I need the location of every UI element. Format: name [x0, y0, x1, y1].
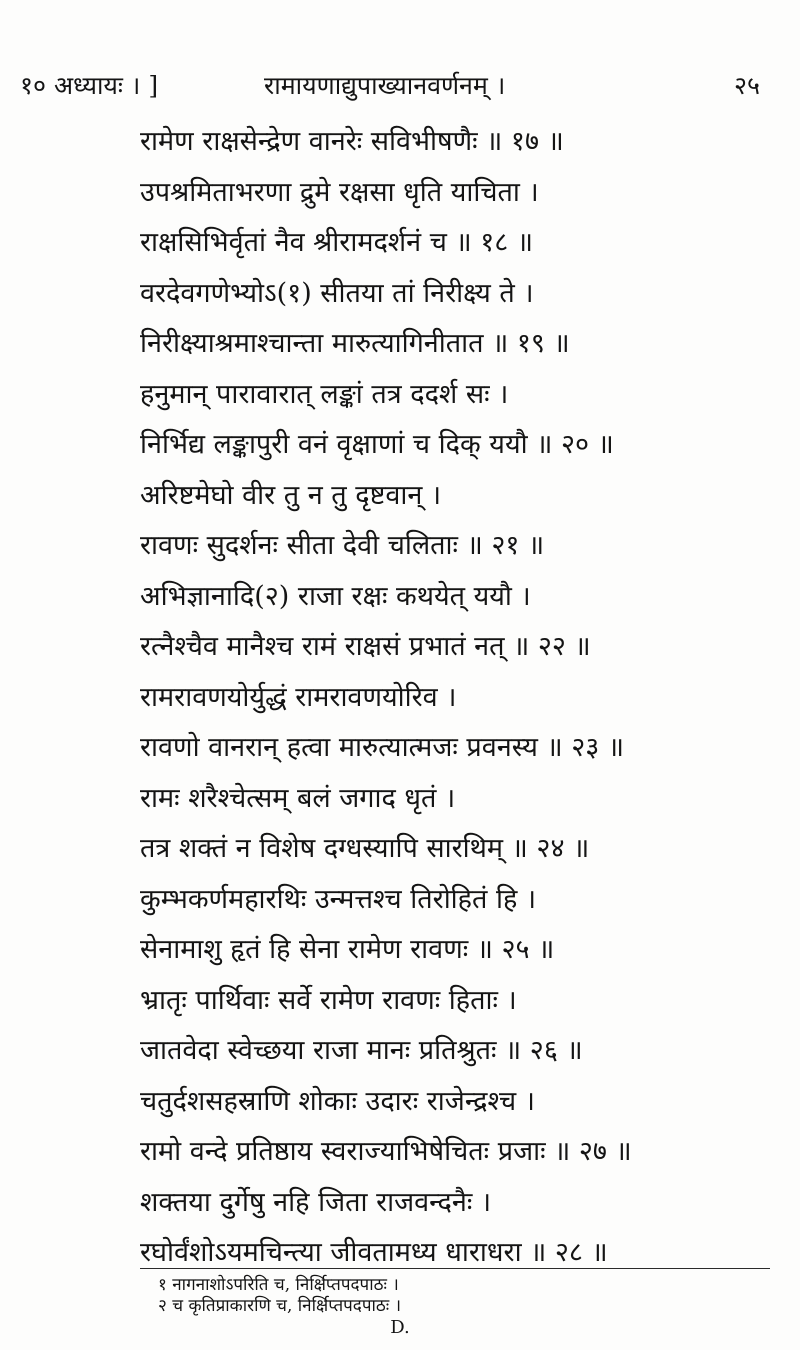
verse-line: शक्तया दुर्गेषु नहि जिता राजवन्दनैः । [140, 1186, 492, 1218]
verse-line: रघोर्वंशोऽयमचिन्त्या जीवतामध्य धाराधरा ॥ २८ ॥ [140, 1237, 608, 1268]
verse-line: निर्भिद्य लङ्कापुरी वनं वृक्षाणां च दिक् ययौ ॥ २० ॥ [140, 429, 614, 460]
verse-body [140, 117, 770, 1279]
footnote-1: १ नागनाशोऽपरिति च, निर्क्षिप्तपदपाठः । [158, 1275, 399, 1295]
verse-line: हनुमान् पारावारात् लङ्कां तत्र ददर्श सः । [140, 378, 509, 410]
footnotes [158, 1275, 758, 1317]
verse-line: वरदेवगणेभ्योऽ(१) सीतया तां निरीक्ष्य ते । [140, 277, 534, 309]
verse-line: कुम्भकर्णमहारथिः उन्मत्तश्च तिरोहितं हि । [140, 883, 537, 915]
running-header [20, 66, 760, 106]
verse-line: राक्षसिभिर्वृतां नैव श्रीरामदर्शनं च ॥ १८ ॥ [140, 227, 534, 258]
verse-line: रावणः सुदर्शनः सीता देवी चलिताः ॥ २१ ॥ [140, 530, 545, 561]
footnote-divider [140, 1268, 770, 1269]
chapter-label: १० अध्यायः । ] [20, 71, 159, 100]
page-number: २५ [733, 71, 760, 100]
verse-line: अरिष्टमेघो वीर तु न तु दृष्टवान् । [140, 479, 442, 511]
verse-line: रत्नैश्चैव मानैश्च रामं राक्षसं प्रभातं नत् ॥ २२ ॥ [140, 631, 591, 662]
verse-line: निरीक्ष्याश्रमाश्चान्ता मारुत्यागिनीतात ॥ १९ ॥ [140, 328, 570, 359]
verse-line: रामः शरैश्चेत्सम् बलं जगाद धृतं । [140, 782, 456, 814]
verse-line: चतुर्दशसहस्राणि शोकाः उदारः राजेन्द्रश्च । [140, 1085, 535, 1117]
verse-line: रामरावणयोर्युद्धं रामरावणयोरिव । [140, 681, 457, 713]
footnote-2: २ च कृतिप्राकारणि च, निर्क्षिप्तपदपाठः । [158, 1296, 402, 1316]
verse-line: अभिज्ञानादि(२) राजा रक्षः कथयेत् ययौ । [140, 580, 531, 612]
verse-line: रामेण राक्षसेन्द्रेण वानरेः सविभीषणैः ॥ १७ ॥ [140, 126, 564, 157]
verse-line: सेनामाशु हृतं हि सेना रामेण रावणः ॥ २५ ॥ [140, 934, 555, 965]
signature-mark: D. [390, 1317, 410, 1338]
verse-line: रामो वन्दे प्रतिष्ठाय स्वराज्याभिषेचितः प्रजाः ॥ २७ ॥ [140, 1136, 632, 1167]
verse-line: उपश्रमिताभरणा द्रुमे रक्षसा धृति याचिता । [140, 176, 539, 208]
running-title: रामायणाद्युपाख्यानवर्णनम् । [264, 71, 506, 100]
verse-line: भ्रातृः पार्थिवाः सर्वे रामेण रावणः हिताः । [140, 984, 517, 1016]
verse-line: रावणो वानरान् हत्वा मारुत्यात्मजः प्रवनस्य ॥ २३ ॥ [140, 732, 625, 763]
verse-line: जातवेदा स्वेच्छया राजा मानः प्रतिश्रुतः ॥ २६ ॥ [140, 1035, 583, 1066]
verse-line: तत्र शक्तं न विशेष दग्धस्यापि सारथिम् ॥ २४ ॥ [140, 833, 590, 864]
